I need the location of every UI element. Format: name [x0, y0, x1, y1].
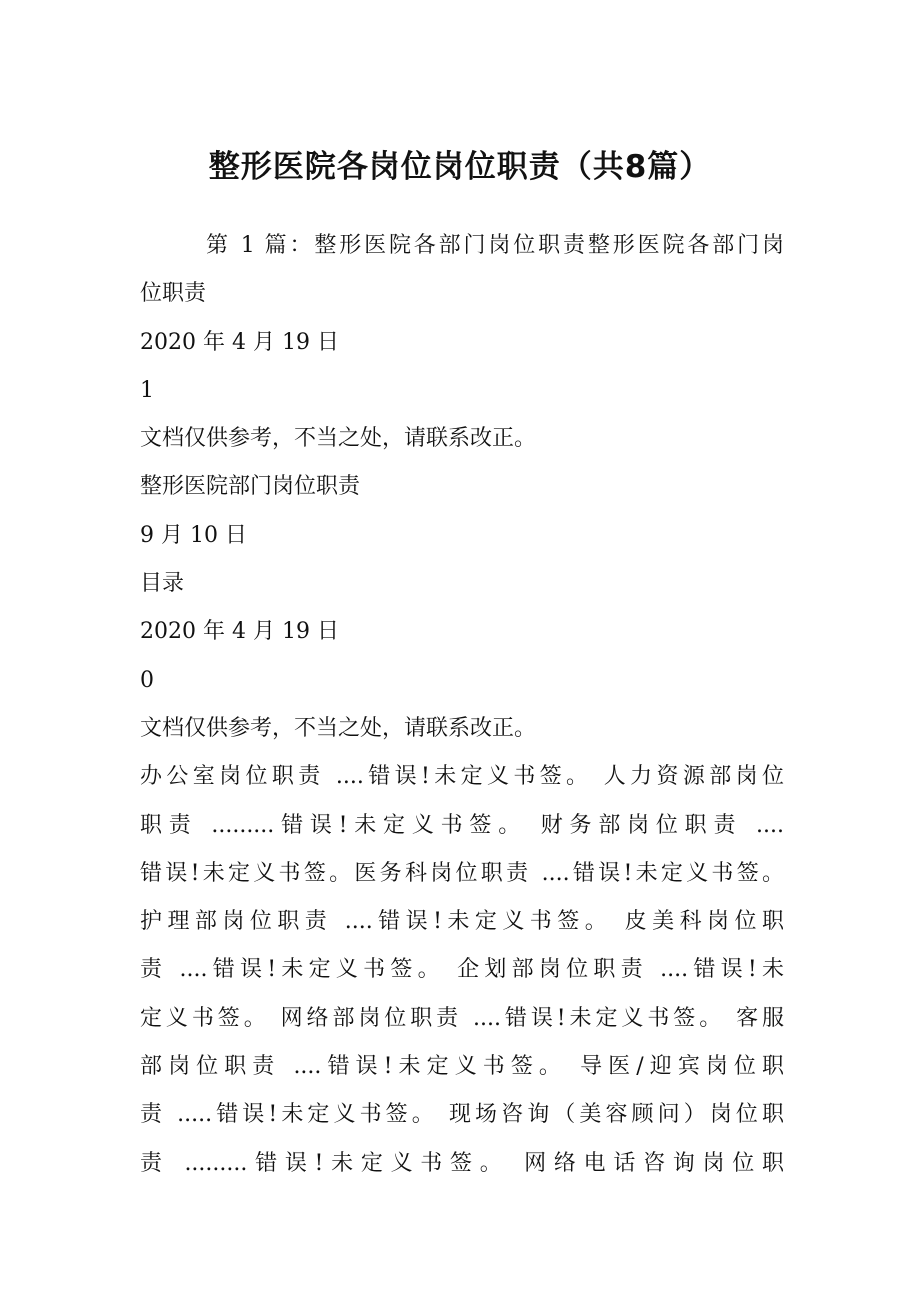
toc-heading: 目录 — [140, 571, 185, 597]
disclaimer-line: 文档仅供参考，不当之处，请联系改正。 — [140, 715, 537, 741]
toc-line: 责 ....错误!未定义书签。 企划部岗位职责 ....错误!未 — [140, 957, 784, 983]
text-line: 整形医院部门岗位职责 — [140, 474, 361, 500]
text-line: 第 1 篇：整形医院各部门岗位职责整形医院各部门岗 — [206, 233, 784, 258]
toc-line: 护理部岗位职责 ....错误!未定义书签。 皮美科岗位职 — [140, 909, 784, 935]
date-line: 9 月 10 日 — [140, 522, 247, 548]
document-title: 整形医院各岗位岗位职责（共8篇） — [208, 149, 712, 185]
toc-line: 责 .....错误!未定义书签。 现场咨询（美容顾问）岗位职 — [140, 1102, 784, 1128]
toc-line: 责 .........错误!未定义书签。 网络电话咨询岗位职 — [140, 1150, 784, 1176]
toc-line: 办公室岗位职责 ....错误!未定义书签。 人力资源部岗位 — [140, 764, 784, 790]
toc-line: 错误!未定义书签。医务科岗位职责 ....错误!未定义书签。 — [140, 860, 784, 886]
date-line: 2020 年 4 月 19 日 — [140, 329, 339, 355]
toc-line: 定义书签。 网络部岗位职责 ....错误!未定义书签。 客服 — [140, 1005, 784, 1031]
date-line: 2020 年 4 月 19 日 — [140, 619, 339, 645]
toc-line: 部岗位职责 ....错误!未定义书签。 导医/迎宾岗位职 — [140, 1054, 784, 1080]
page-number: 0 — [140, 667, 154, 693]
document-body — [140, 222, 784, 1188]
text-line: 位职责 — [140, 281, 207, 307]
page-number: 1 — [140, 377, 154, 403]
disclaimer-line: 文档仅供参考，不当之处，请联系改正。 — [140, 426, 537, 452]
toc-line: 职责 .........错误!未定义书签。 财务部岗位职责 .... — [140, 812, 784, 838]
